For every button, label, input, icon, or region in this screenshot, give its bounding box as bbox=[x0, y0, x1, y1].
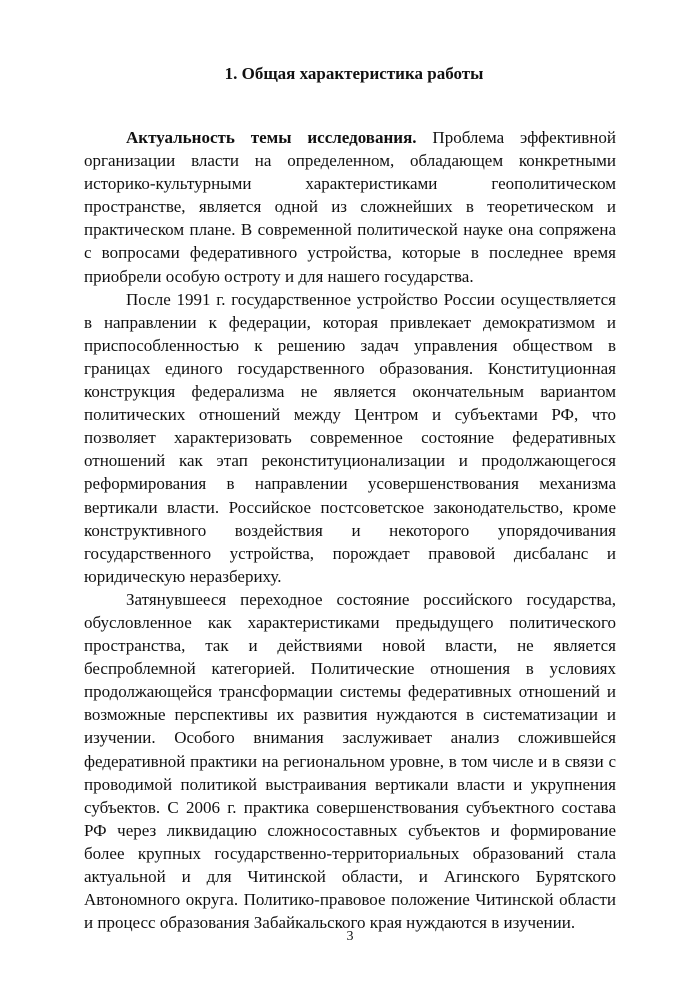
paragraph-text: Проблема эффективной организации власти на определенном, обладающем конкретными историко-культурными характеристиками геополитическом пространстве, является одной из сложнейших в теоретическом и практическом плане. В современной политической науке она сопряжена с вопросами федеративного устройства, которые в последнее время приобрели особую остроту и для нашего государства. bbox=[84, 128, 616, 286]
paragraph-federation bbox=[84, 288, 616, 588]
paragraph-text: Затянувшееся переходное состояние российского государства, обусловленное как характеристиками предыдущего политического пространства, так и действиями новой власти, не является беспроблемной категорией. Политические отношения в условиях продолжающейся трансформации системы федеративных отношений и возможные перспективы их развития нуждаются в систематизации и изучении. Особого внимания заслуживает анализ сложившейся федеративной практики на региональном уровне, в том числе и в связи с проводимой политикой выстраивания вертикали власти и укрупнения субъектов. С 2006 г. практика совершенствования субъектного состава РФ через ликвидацию сложносоставных субъектов и формирование более крупных государственно-территориальных образований стала актуальной и для Читинской области, и Агинского Бурятского Автономного округа. Политико-правовое положение Читинской области и процесс образования Забайкальского края нуждаются в изучении. bbox=[84, 589, 616, 933]
document-page bbox=[84, 62, 616, 934]
paragraph-text: После 1991 г. государственное устройство России осуществляется в направлении к федерации, которая привлекает демократизмом и приспособленностью к решению задач управления обществом в границах единого государственного образования. Конституционная конструкция федерализма не является окончательным вариантом политических отношений между Центром и субъектами РФ, что позволяет характеризовать современное состояние федеративных отношений как этап реконституционализации и продолжающегося реформирования в направлении усовершенствования механизма вертикали власти. Российское постсоветское законодательство, кроме конструктивного воздействия и некоторого упорядочивания государственного устройства, порождает правовой дисбаланс и юридическую неразбериху. bbox=[84, 289, 616, 586]
paragraph-lead: Актуальность темы исследования. bbox=[126, 128, 417, 147]
page-number: 3 bbox=[346, 929, 354, 944]
paragraph-transition bbox=[84, 588, 616, 934]
section-heading: 1. Общая характеристика работы bbox=[224, 64, 484, 83]
paragraph-relevance bbox=[84, 126, 616, 288]
